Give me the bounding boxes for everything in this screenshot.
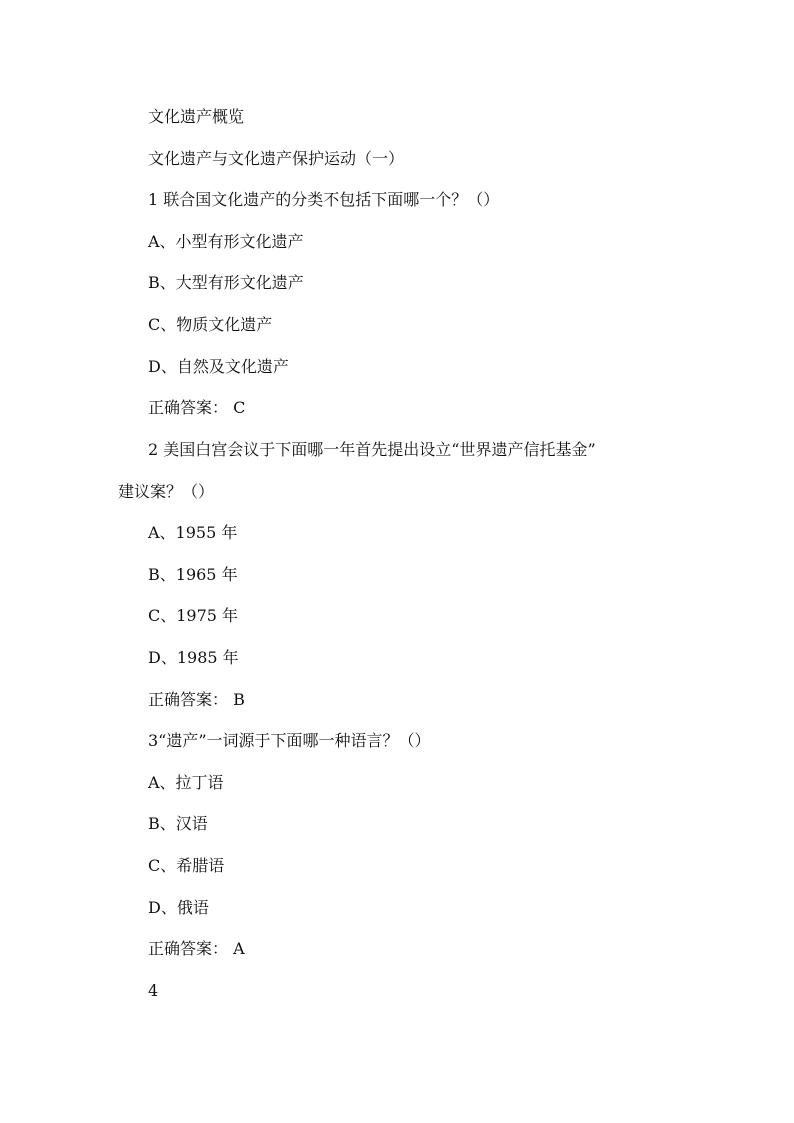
question-2-answer: 正确答案： B [148, 690, 245, 709]
question-1-stem: 1 联合国文化遗产的分类不包括下面哪一个？（） [148, 190, 500, 209]
question-3-stem: 3“遗产”一词源于下面哪一种语言？（） [148, 731, 431, 750]
question-2-option-b: B、1965 年 [148, 565, 238, 584]
question-2-stem-line-1: 2 美国白宫会议于下面哪一年首先提出设立“世界遗产信托基金” [148, 440, 596, 459]
question-3-option-c: C、希腊语 [148, 856, 225, 875]
question-1-option-c: C、物质文化遗产 [148, 315, 273, 334]
question-1-option-b: B、大型有形文化遗产 [148, 273, 304, 292]
question-1-option-a: A、小型有形文化遗产 [148, 232, 304, 251]
question-4-stem: 4 [148, 981, 159, 1000]
question-2-option-c: C、1975 年 [148, 606, 239, 625]
document-title: 文化遗产概览 [148, 107, 245, 126]
question-2-option-d: D、1985 年 [148, 648, 239, 667]
question-3-option-d: D、俄语 [148, 898, 209, 917]
question-1-answer: 正确答案： C [148, 398, 246, 417]
question-3-answer: 正确答案： A [148, 939, 245, 958]
question-3-option-b: B、汉语 [148, 814, 208, 833]
question-2-stem-line-2: 建议案？（） [118, 482, 215, 501]
question-3-option-a: A、拉丁语 [148, 773, 224, 792]
section-heading: 文化遗产与文化遗产保护运动（一） [148, 149, 405, 168]
question-2-option-a: A、1955 年 [148, 523, 238, 542]
question-1-option-d: D、自然及文化遗产 [148, 357, 289, 376]
